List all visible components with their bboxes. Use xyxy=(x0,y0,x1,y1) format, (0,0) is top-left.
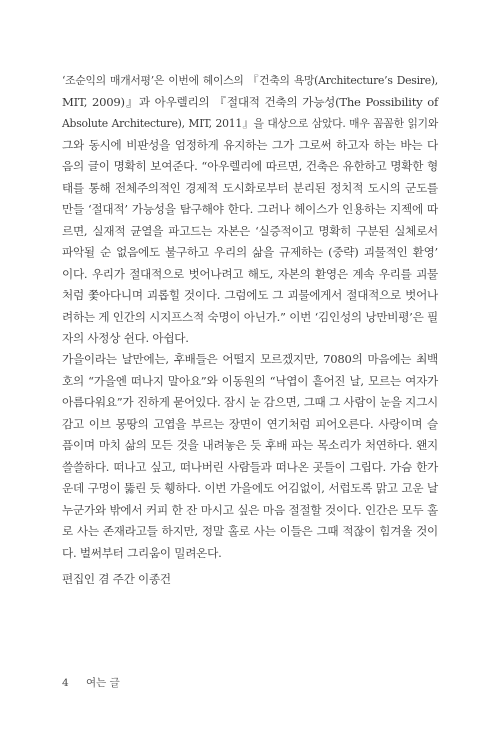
paragraph-autumn xyxy=(62,349,438,564)
text-line: 누군가와 밖에서 커피 한 잔 마시고 싶은 마음 절절할 것이다. 인간은 모두 홀 xyxy=(62,502,438,517)
paragraph-review-intro xyxy=(62,70,438,350)
text-line: 로 사는 존재라고들 하지만, 정말 홀로 사는 이들은 그때 적잖이 힘겨울 것이 xyxy=(62,524,438,538)
text-line: 처럼 쫓아다니며 괴롭힐 것이다. 그럼에도 그 괴물에게서 절대적으로 벗어나 xyxy=(62,288,438,302)
text-line: 파악될 순 없음에도 불구하고 우리의 삶을 규제하는 (중략) 괴물적인 환영’ xyxy=(62,245,438,259)
text-line: ‘조순익의 매개서평’은 이번에 헤이스의 『건축의 욕망(Architecture’s Desire), xyxy=(62,74,438,87)
text-line: 음의 글이 명확히 보여준다. “아우렐리에 따르면, 건축은 유한하고 명확한 형 xyxy=(62,159,438,173)
text-line: 만들 ‘절대적’ 가능성을 탐구해야 한다. 그러나 헤이스가 인용하는 지젝에 따 xyxy=(62,202,438,216)
text-line: 쓸쓸하다. 떠나고 싶고, 떠나버린 사람들과 떠나온 곳들이 그립다. 가슴 한가 xyxy=(62,459,438,474)
text-line: 운데 구멍이 뚫린 듯 휑하다. 이번 가을에도 어김없이, 서럽도록 맑고 고운 날 xyxy=(62,481,438,495)
text-line: 자의 사정상 쉰다. 아쉽다. xyxy=(62,331,189,345)
text-line: 태를 통해 전체주의적인 경제적 도시화로부터 분리된 정치적 도시의 군도를 xyxy=(62,180,438,195)
text-line: 그와 동시에 비판성을 엄정하게 유지하는 그가 그로써 하고자 하는 바는 다 xyxy=(62,137,438,152)
page-number: 4 xyxy=(62,677,69,689)
text-line: 아름다워요”가 진하게 묻어있다. 잠시 눈 감으면, 그때 그 사람이 눈을 지그시 xyxy=(62,395,438,409)
signature-text: 편집인 겸 주간 이종건 xyxy=(62,572,171,586)
text-line: 르면, 실재적 균열을 파고드는 자본은 ‘실증적이고 명확히 구분된 실체로서 xyxy=(62,223,438,238)
section-title: 여는 글 xyxy=(86,677,120,689)
text-line: MIT, 2009)』과 아우렐리의 『절대적 건축의 가능성(The Possibility of xyxy=(62,94,438,109)
page-footer xyxy=(62,676,120,690)
editor-signature xyxy=(62,569,438,591)
text-line: Absolute Architecture), MIT, 2011』을 대상으로 삼았다. 매우 꼼꼼한 읽기와 xyxy=(62,117,438,130)
text-line: 려하는 게 인간의 시지프스적 숙명이 아닌가.” 이번 ‘김인성의 낭만비평’은 필 xyxy=(62,309,438,324)
text-line: 호의 “가을엔 떠나지 말아요”와 이동원의 “낙엽이 흩어진 날, 모르는 여자가 xyxy=(62,373,438,388)
text-line: 감고 이브 몽땅의 고엽을 부르는 장면이 연기처럼 피어오른다. 사랑이며 슬 xyxy=(62,416,438,431)
text-line: 다. 벌써부터 그리움이 밀려온다. xyxy=(62,545,222,560)
text-line: 가을이라는 날만에는, 후배들은 어떨지 모르겠지만, 7080의 마음에는 최백 xyxy=(62,352,438,366)
text-line: 이다. 우리가 절대적으로 벗어나려고 해도, 자본의 환영은 계속 우리를 괴물 xyxy=(62,266,438,281)
text-line: 픔이며 마치 삶의 모든 것을 내려놓은 듯 후배 파는 목소리가 처연하다. 왠지 xyxy=(62,438,438,452)
